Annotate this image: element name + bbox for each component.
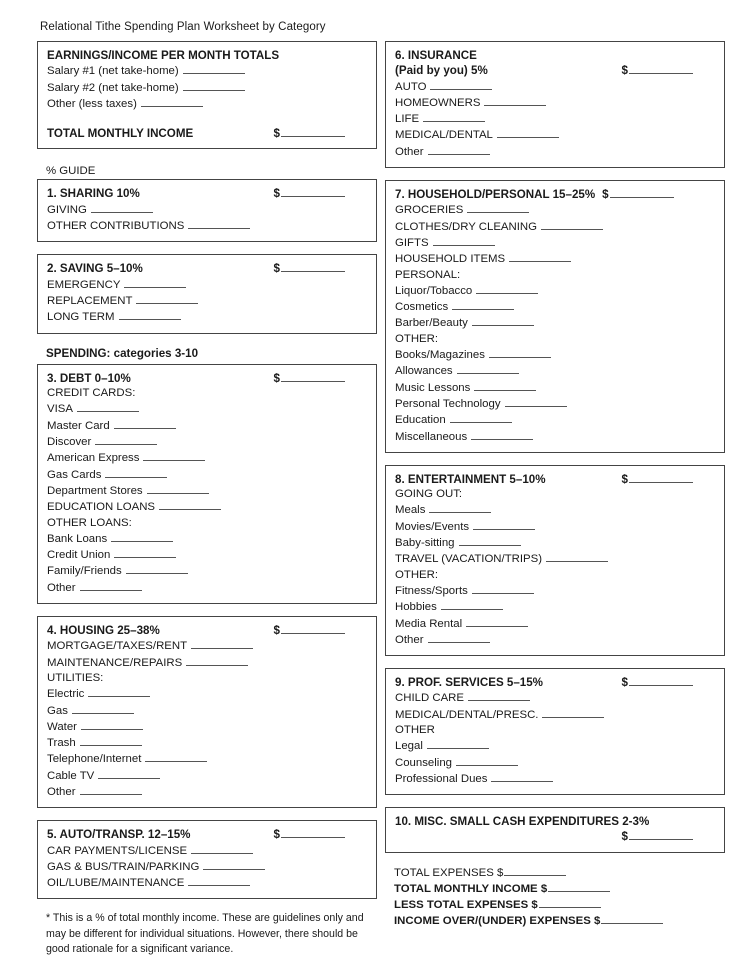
totals-row: [394, 881, 716, 897]
list-item: [47, 96, 367, 112]
dollar-sign: $: [621, 676, 628, 690]
list-item-label: Other: [395, 633, 424, 646]
spacer: [47, 112, 367, 126]
section-saving: [37, 254, 377, 333]
section-auto: [37, 820, 377, 899]
entry-blank[interactable]: [497, 127, 559, 138]
dollar-sign: $: [273, 262, 280, 276]
list-item: [47, 735, 367, 751]
list-item: [395, 707, 715, 723]
list-item: [47, 450, 367, 466]
list-item: [395, 79, 715, 95]
entry-blank[interactable]: [105, 467, 167, 478]
entry-blank[interactable]: [72, 703, 134, 714]
left-column: [37, 41, 377, 958]
list-item: [47, 386, 367, 401]
list-item: [395, 268, 715, 283]
misc-heading: [395, 814, 715, 845]
entry-blank[interactable]: [457, 363, 519, 374]
list-item-label: OTHER CONTRIBUTIONS: [47, 220, 185, 233]
list-item-label: Discover: [47, 436, 92, 449]
entry-blank[interactable]: [114, 547, 176, 558]
list-item-label: CHILD CARE: [395, 692, 464, 705]
section-amount: [622, 472, 715, 487]
dollar-sign: $: [273, 371, 280, 385]
amount-blank[interactable]: [281, 186, 345, 197]
section-amount: [622, 675, 715, 690]
list-item-label: CAR PAYMENTS/LICENSE: [47, 844, 188, 857]
list-item: [47, 467, 367, 483]
list-item-label: Legal: [395, 740, 423, 753]
entry-blank[interactable]: [491, 771, 553, 782]
list-item-label: OTHER LOANS:: [47, 516, 132, 529]
list-item-label: Meals: [395, 504, 426, 517]
amount-blank[interactable]: [629, 472, 693, 483]
section-household: [385, 180, 725, 453]
page-title: Relational Tithe Spending Plan Worksheet by Category: [40, 21, 326, 33]
entry-blank[interactable]: [474, 380, 536, 391]
list-item-label: MORTGAGE/TAXES/RENT: [47, 640, 188, 653]
list-item: [47, 703, 367, 719]
list-item-label: Trash: [47, 737, 76, 750]
entry-blank[interactable]: [476, 283, 538, 294]
list-item-label: EDUCATION LOANS: [47, 501, 156, 514]
section-title: 8. ENTERTAINMENT 5–10%: [395, 472, 546, 486]
list-item-label: OTHER:: [395, 332, 439, 345]
totals-label: LESS TOTAL EXPENSES: [394, 899, 532, 912]
entry-blank[interactable]: [452, 299, 514, 310]
section-subtitle-row: [395, 63, 715, 78]
list-item: [47, 293, 367, 309]
entry-blank[interactable]: [471, 429, 533, 440]
list-item: [395, 283, 715, 299]
list-item-label: HOMEOWNERS: [395, 96, 481, 109]
list-item: [47, 531, 367, 547]
entry-blank[interactable]: [505, 396, 567, 407]
entry-blank[interactable]: [80, 580, 142, 591]
list-item: [47, 784, 367, 800]
income-line-label: Salary #1 (net take-home): [47, 65, 179, 78]
list-item: [47, 309, 367, 325]
list-item: [47, 751, 367, 767]
dollar-sign: $: [602, 188, 609, 202]
list-item: [395, 632, 715, 648]
misc-box: [385, 807, 725, 853]
section-subtitle: (Paid by you) 5%: [395, 64, 488, 78]
list-item-label: Gas: [47, 704, 68, 717]
list-item: [395, 144, 715, 160]
section-title-row: [47, 186, 367, 201]
list-item: [395, 363, 715, 379]
totals-row: [394, 897, 716, 913]
percent-guide-label: % GUIDE: [46, 165, 96, 178]
list-item: [395, 380, 715, 396]
list-item-label: Department Stores: [47, 484, 143, 497]
dollar-sign: $: [621, 64, 628, 78]
list-item: [395, 502, 715, 518]
section-title-row: [395, 187, 715, 202]
entry-blank[interactable]: [111, 531, 173, 542]
list-item-label: Education: [395, 414, 446, 427]
section-debt: [37, 364, 377, 604]
list-item: [47, 547, 367, 563]
section-amount: [602, 187, 673, 202]
list-item-label: Hobbies: [395, 601, 437, 614]
list-item: [47, 768, 367, 784]
amount-blank[interactable]: [281, 371, 345, 382]
list-item-label: CREDIT CARDS:: [47, 387, 136, 400]
amount-blank[interactable]: [629, 63, 693, 74]
entry-blank[interactable]: [80, 735, 142, 746]
spending-categories-label: SPENDING: categories 3-10: [46, 346, 199, 360]
list-item-label: GROCERIES: [395, 204, 464, 217]
list-item-label: American Express: [47, 452, 140, 465]
section-housing: [37, 616, 377, 808]
entry-blank[interactable]: [546, 551, 608, 562]
amount-blank[interactable]: [281, 126, 345, 137]
list-item-label: Music Lessons: [395, 381, 471, 394]
list-item: [395, 755, 715, 771]
list-item-label: Bank Loans: [47, 532, 108, 545]
list-item-label: Books/Magazines: [395, 349, 485, 362]
section-title-row: [47, 261, 367, 276]
list-item: [395, 251, 715, 267]
list-item: [47, 499, 367, 515]
section-insurance: [385, 41, 725, 168]
dollar-sign: $: [621, 830, 628, 844]
dollar-sign: $: [621, 472, 628, 486]
entry-blank[interactable]: [80, 784, 142, 795]
entry-blank[interactable]: [472, 583, 534, 594]
entry-blank[interactable]: [126, 563, 188, 574]
section-amount: [274, 827, 367, 842]
list-item: [47, 719, 367, 735]
totals-blank[interactable]: [539, 897, 601, 908]
amount-blank[interactable]: [629, 829, 693, 840]
list-item: [47, 63, 367, 79]
list-item: [395, 535, 715, 551]
entry-blank[interactable]: [428, 632, 490, 643]
income-box: [37, 41, 377, 149]
amount-blank[interactable]: [281, 261, 345, 272]
entry-blank[interactable]: [186, 655, 248, 666]
list-item: [395, 551, 715, 567]
list-item-label: Water: [47, 720, 77, 733]
list-item: [47, 875, 367, 891]
list-item: [395, 202, 715, 218]
list-item-label: OIL/LUBE/MAINTENANCE: [47, 877, 185, 890]
list-item: [395, 396, 715, 412]
list-item-label: HOUSEHOLD ITEMS: [395, 253, 506, 266]
entry-blank[interactable]: [428, 144, 490, 155]
list-item-label: Baby-sitting: [395, 537, 455, 550]
spending-categories-header: [37, 346, 377, 361]
entry-blank[interactable]: [114, 418, 176, 429]
footnote: * This is a % of total monthly income. These are guidelines only and may be different for individual situations. However, there should be good rationale for a significant variance.: [46, 912, 364, 956]
section-title-row: [47, 623, 367, 638]
totals-blank[interactable]: [548, 881, 610, 892]
section-amount: [274, 261, 367, 276]
list-item-label: GIVING: [47, 203, 87, 216]
list-item-label: Electric: [47, 688, 85, 701]
dollar-sign: $: [540, 882, 548, 895]
list-item: [47, 218, 367, 234]
income-line-blank[interactable]: [183, 80, 245, 91]
misc-title: 10. MISC. SMALL CASH EXPENDITURES 2-3%: [395, 815, 650, 829]
entry-blank[interactable]: [77, 401, 139, 412]
list-item: [47, 843, 367, 859]
list-item-label: UTILITIES:: [47, 671, 104, 684]
dollar-sign: $: [273, 828, 280, 842]
entry-blank[interactable]: [88, 686, 150, 697]
totals-label: TOTAL EXPENSES: [394, 866, 497, 879]
list-item-label: Credit Union: [47, 549, 111, 562]
list-item: [47, 580, 367, 596]
list-item: [47, 483, 367, 499]
list-item: [395, 738, 715, 754]
list-item: [47, 434, 367, 450]
entry-blank[interactable]: [542, 707, 604, 718]
list-item-label: Other: [47, 785, 76, 798]
list-item-label: GIFTS: [395, 236, 429, 249]
entry-blank[interactable]: [95, 434, 157, 445]
section-entertainment: [385, 465, 725, 656]
entry-blank[interactable]: [91, 202, 153, 213]
list-item-label: Other: [395, 145, 424, 158]
list-item: [395, 111, 715, 127]
list-item-label: TRAVEL (VACATION/TRIPS): [395, 553, 543, 566]
list-item-label: MEDICAL/DENTAL: [395, 129, 493, 142]
entry-blank[interactable]: [430, 79, 492, 90]
list-item: [47, 401, 367, 417]
dollar-sign: $: [273, 127, 280, 141]
section-title-row: [395, 675, 715, 690]
entry-blank[interactable]: [188, 218, 250, 229]
list-item-label: Fitness/Sports: [395, 584, 468, 597]
entry-blank[interactable]: [145, 751, 207, 762]
section-amount: [274, 371, 367, 386]
left-sections-container: [37, 179, 377, 899]
list-item: [395, 332, 715, 347]
entry-blank[interactable]: [509, 251, 571, 262]
list-item-label: PERSONAL:: [395, 268, 461, 281]
amount-blank[interactable]: [629, 675, 693, 686]
entry-blank[interactable]: [81, 719, 143, 730]
entry-blank[interactable]: [203, 859, 265, 870]
list-item: [395, 519, 715, 535]
list-item-label: Counseling: [395, 756, 452, 769]
list-item: [47, 859, 367, 875]
list-item-label: Telephone/Internet: [47, 753, 142, 766]
list-item-label: OTHER: [395, 723, 435, 736]
entry-blank[interactable]: [472, 315, 534, 326]
section-title: 6. INSURANCE: [395, 49, 477, 62]
section-title-row: [395, 472, 715, 487]
section-amount: [622, 63, 715, 78]
list-item: [395, 568, 715, 583]
list-item: [47, 638, 367, 654]
income-line-blank[interactable]: [141, 96, 203, 107]
entry-blank[interactable]: [456, 755, 518, 766]
income-line-blank[interactable]: [183, 63, 245, 74]
section-title: 5. AUTO/TRANSP. 12–15%: [47, 828, 191, 842]
list-item: [395, 487, 715, 502]
list-item-label: VISA: [47, 403, 73, 416]
entry-blank[interactable]: [124, 277, 186, 288]
list-item: [47, 202, 367, 218]
section-sharing: [37, 179, 377, 242]
income-heading-label: EARNINGS/INCOME PER MONTH TOTALS: [47, 49, 280, 62]
dollar-sign: $: [594, 915, 601, 928]
entry-blank[interactable]: [423, 111, 485, 122]
entry-blank[interactable]: [136, 293, 198, 304]
totals-label: INCOME OVER/(UNDER) EXPENSES: [394, 915, 594, 928]
list-item: [395, 95, 715, 111]
list-item: [395, 690, 715, 706]
list-item: [395, 347, 715, 363]
entry-blank[interactable]: [188, 875, 250, 886]
list-item: [47, 418, 367, 434]
list-item: [395, 127, 715, 143]
list-item-label: Miscellaneous: [395, 430, 468, 443]
total-monthly-income-amount: [274, 126, 367, 141]
list-item: [395, 412, 715, 428]
amount-blank[interactable]: [281, 827, 345, 838]
totals-label: TOTAL MONTHLY INCOME: [394, 882, 541, 895]
list-item: [47, 563, 367, 579]
entry-blank[interactable]: [427, 738, 489, 749]
section-amount: [274, 623, 367, 638]
entry-blank[interactable]: [159, 499, 221, 510]
list-item: [395, 219, 715, 235]
right-sections-container: [385, 41, 725, 795]
list-item: [47, 516, 367, 531]
misc-amount: [622, 829, 693, 844]
total-monthly-income-row: [47, 126, 367, 141]
entry-blank[interactable]: [191, 638, 253, 649]
list-item-label: Family/Friends: [47, 565, 122, 578]
entry-blank[interactable]: [489, 347, 551, 358]
entry-blank[interactable]: [433, 235, 495, 246]
list-item-label: REPLACEMENT: [47, 294, 133, 307]
section-title: 9. PROF. SERVICES 5–15%: [395, 676, 543, 690]
entry-blank[interactable]: [441, 599, 503, 610]
dollar-sign: $: [273, 187, 280, 201]
section-title-row: [47, 371, 367, 386]
entry-blank[interactable]: [484, 95, 546, 106]
list-item: [395, 315, 715, 331]
list-item: [47, 655, 367, 671]
list-item-label: GOING OUT:: [395, 488, 463, 501]
section-title: 1. SHARING 10%: [47, 187, 140, 201]
list-item-label: Liquor/Tobacco: [395, 284, 473, 297]
entry-blank[interactable]: [119, 309, 181, 320]
entry-blank[interactable]: [541, 219, 603, 230]
section-title: 4. HOUSING 25–38%: [47, 624, 160, 638]
amount-blank[interactable]: [281, 623, 345, 634]
list-item-label: MAINTENANCE/REPAIRS: [47, 656, 183, 669]
income-line-label: Salary #2 (net take-home): [47, 81, 179, 94]
income-line-label: Other (less taxes): [47, 97, 137, 110]
list-item-label: LIFE: [395, 113, 420, 126]
list-item: [395, 599, 715, 615]
list-item-label: CLOTHES/DRY CLEANING: [395, 220, 537, 233]
entry-blank[interactable]: [98, 768, 160, 779]
list-item-label: Movies/Events: [395, 520, 470, 533]
list-item-label: Professional Dues: [395, 772, 488, 785]
list-item: [47, 277, 367, 293]
list-item-label: OTHER:: [395, 568, 439, 581]
list-item: [395, 723, 715, 738]
list-item-label: AUTO: [395, 80, 427, 93]
entry-blank[interactable]: [467, 202, 529, 213]
misc-amount-row: [395, 829, 715, 844]
dollar-sign: $: [496, 866, 504, 879]
list-item-label: Media Rental: [395, 617, 463, 630]
entry-blank[interactable]: [459, 535, 521, 546]
list-item: [395, 583, 715, 599]
totals-row: [394, 913, 716, 929]
section-title: 2. SAVING 5–10%: [47, 262, 143, 276]
list-item: [47, 671, 367, 686]
list-item: [47, 686, 367, 702]
income-heading: [47, 48, 367, 63]
entry-blank[interactable]: [191, 843, 253, 854]
dollar-sign: $: [531, 899, 538, 912]
amount-blank[interactable]: [610, 187, 674, 198]
section-title-row: [47, 827, 367, 842]
total-monthly-income-label: TOTAL MONTHLY INCOME: [47, 127, 194, 141]
list-item: [395, 616, 715, 632]
list-item-label: Barber/Beauty: [395, 317, 468, 330]
entry-blank[interactable]: [468, 690, 530, 701]
section-title: 3. DEBT 0–10%: [47, 371, 131, 385]
list-item-label: Cable TV: [47, 769, 95, 782]
totals-block: [385, 865, 725, 930]
entry-blank[interactable]: [473, 519, 535, 530]
entry-blank[interactable]: [450, 412, 512, 423]
right-column: [385, 41, 725, 930]
list-item-label: Master Card: [47, 419, 110, 432]
list-item-label: Other: [47, 581, 76, 594]
list-item: [395, 299, 715, 315]
list-item-label: GAS & BUS/TRAIN/PARKING: [47, 860, 200, 873]
entry-blank[interactable]: [466, 616, 528, 627]
list-item-label: MEDICAL/DENTAL/PRESC.: [395, 708, 539, 721]
section-title: 7. HOUSEHOLD/PERSONAL 15–25%: [395, 188, 596, 202]
list-item-label: LONG TERM: [47, 311, 115, 324]
list-item: [395, 771, 715, 787]
section-amount: [274, 186, 367, 201]
list-item-label: Allowances: [395, 365, 453, 378]
entry-blank[interactable]: [143, 450, 205, 461]
list-item-label: Personal Technology: [395, 397, 501, 410]
entry-blank[interactable]: [147, 483, 209, 494]
list-item: [395, 429, 715, 445]
list-item: [395, 235, 715, 251]
list-item-label: Cosmetics: [395, 301, 449, 314]
totals-blank[interactable]: [504, 865, 566, 876]
totals-row: [394, 865, 716, 881]
list-item-label: Gas Cards: [47, 468, 102, 481]
entry-blank[interactable]: [429, 502, 491, 513]
list-item: [47, 80, 367, 96]
dollar-sign: $: [273, 624, 280, 638]
totals-blank[interactable]: [601, 913, 663, 924]
section-prof-services: [385, 668, 725, 795]
list-item-label: EMERGENCY: [47, 278, 121, 291]
